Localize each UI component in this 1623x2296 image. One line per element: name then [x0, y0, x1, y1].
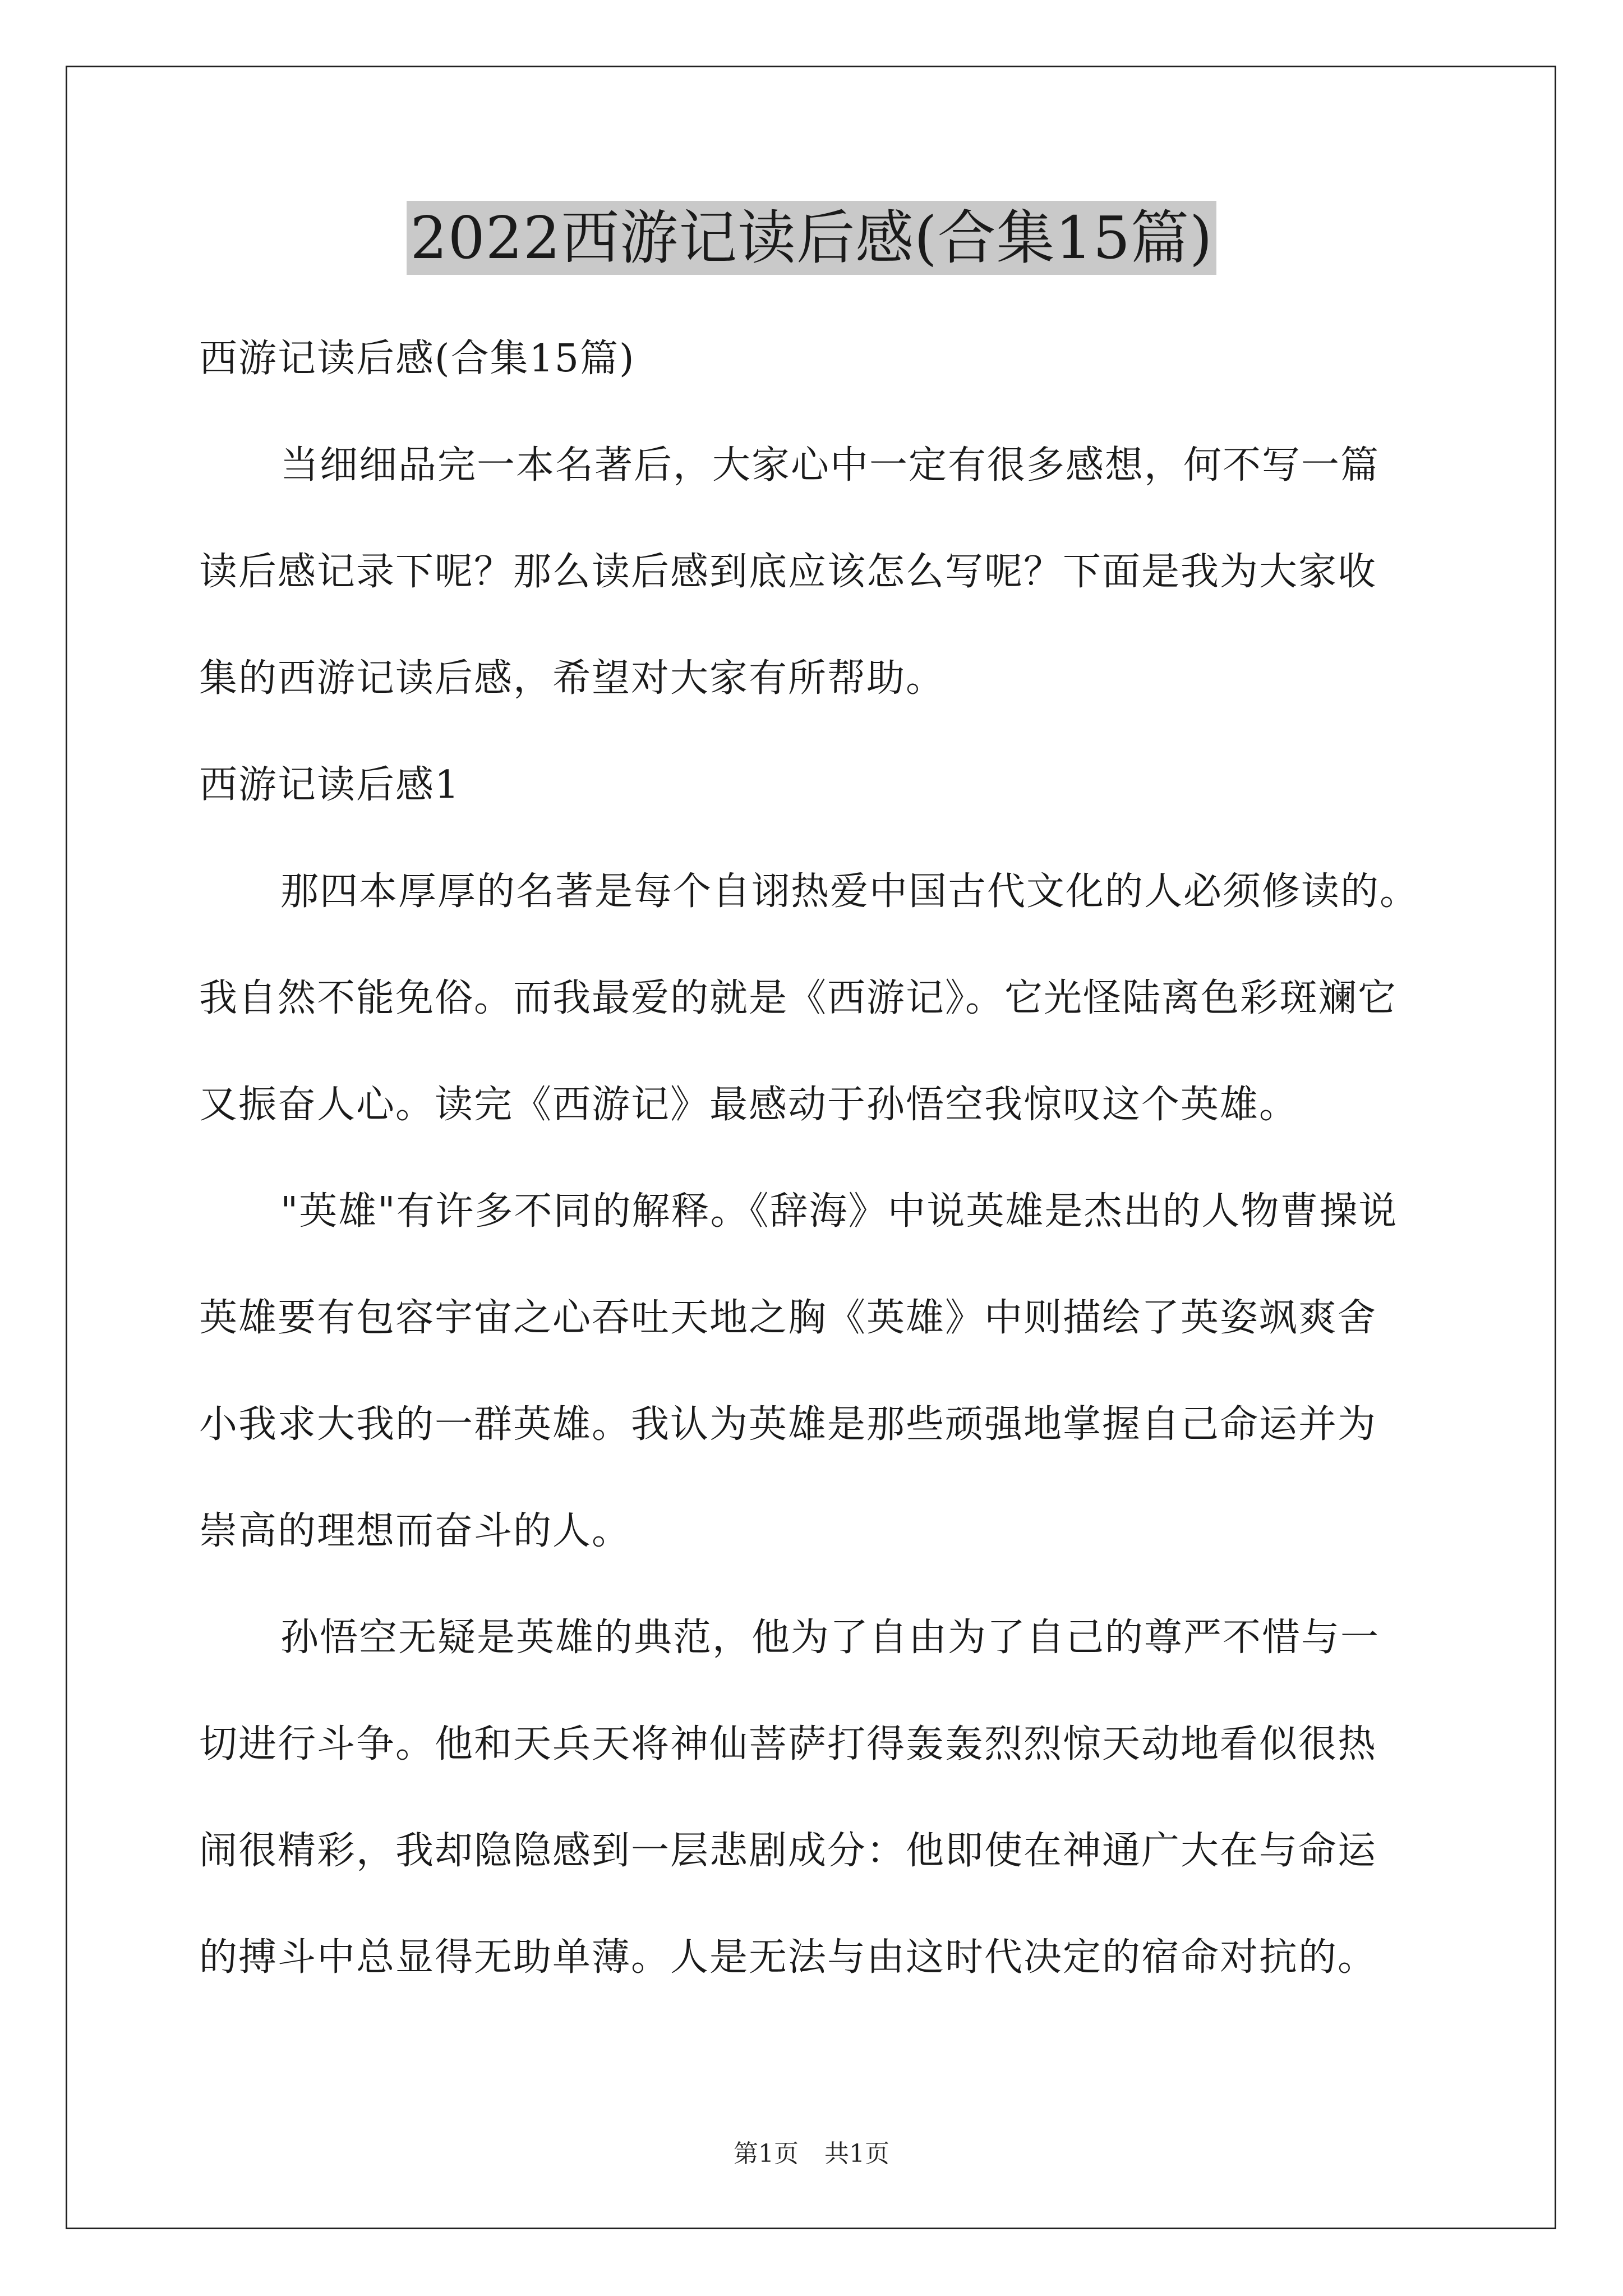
text-line: 集的西游记读后感，希望对大家有所帮助。 [199, 656, 946, 701]
text-line: 小我求大我的一群英雄。我认为英雄是那些顽强地掌握自己命运并为 [199, 1402, 1377, 1447]
text-line: 那四本厚厚的名著是每个自诩热爱中国古代文化的人必须修读的。 [280, 869, 1419, 914]
text-line: 西游记读后感1 [199, 763, 460, 807]
title-container [0, 201, 1623, 275]
document-title: 2022西游记读后感(合集15篇) [407, 201, 1216, 275]
text-line: 孙悟空无疑是英雄的典范，他为了自由为了自己的尊严不惜与一 [280, 1616, 1380, 1660]
page-number: 第1页 [734, 2139, 799, 2168]
text-line: 闹很精彩，我却隐隐感到一层悲剧成分：他即使在神通广大在与命运 [199, 1829, 1377, 1873]
page-footer [0, 2137, 1623, 2171]
text-line: 我自然不能免俗。而我最爱的就是《西游记》。它光怪陆离色彩斑斓它 [199, 976, 1398, 1020]
text-line: 崇高的理想而奋斗的人。 [199, 1509, 631, 1553]
text-line: 当细细品完一本名著后，大家心中一定有很多感想，何不写一篇 [280, 443, 1380, 487]
text-line: 的搏斗中总显得无助单薄。人是无法与由这时代决定的宿命对抗的。 [199, 1935, 1377, 1980]
text-line: "英雄"有许多不同的解释。《辞海》中说英雄是杰出的人物曹操说 [280, 1189, 1398, 1234]
text-line: 切进行斗争。他和天兵天将神仙菩萨打得轰轰烈烈惊天动地看似很热 [199, 1722, 1377, 1766]
text-line: 西游记读后感(合集15篇) [199, 337, 635, 381]
document-body [199, 306, 1450, 2011]
text-line: 英雄要有包容宇宙之心吞吐天地之胸《英雄》中则描绘了英姿飒爽舍 [199, 1296, 1377, 1340]
text-line: 又振奋人心。读完《西游记》最感动于孙悟空我惊叹这个英雄。 [199, 1083, 1299, 1127]
text-line: 读后感记录下呢？那么读后感到底应该怎么写呢？下面是我为大家收 [199, 550, 1377, 594]
page-total: 共1页 [824, 2139, 889, 2168]
